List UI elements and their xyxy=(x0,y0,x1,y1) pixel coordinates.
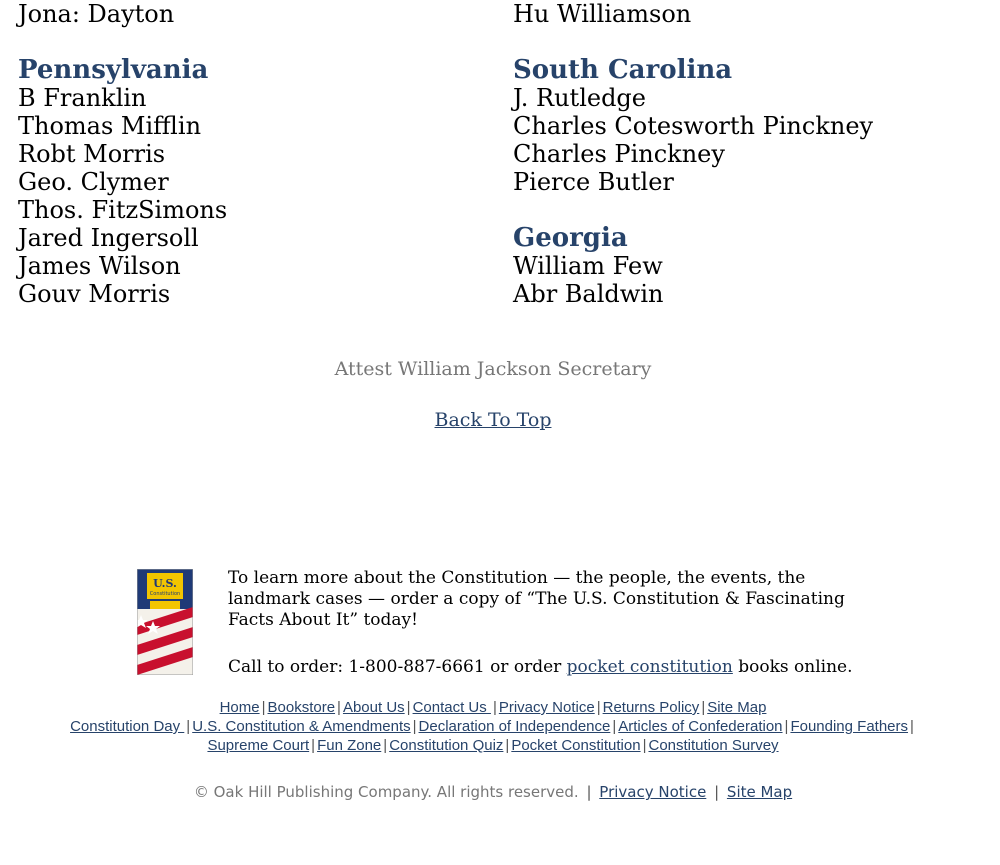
signer-name: B Franklin xyxy=(18,84,147,112)
separator: | xyxy=(612,718,617,735)
order-prefix: Call to order: 1-800-887-6661 or order xyxy=(228,657,567,677)
promo-section xyxy=(137,568,877,678)
footer-link-constitution-day[interactable]: Constitution Day xyxy=(70,718,185,735)
footer-link-privacy-notice[interactable]: Privacy Notice xyxy=(498,699,595,716)
separator: | xyxy=(492,699,497,716)
signer-name: Thos. FitzSimons xyxy=(18,196,228,224)
separator: | xyxy=(596,699,601,716)
separator: | xyxy=(586,783,592,801)
footer-row-2 xyxy=(0,717,986,736)
signer-name: Thomas Mifflin xyxy=(18,112,202,140)
signers-section xyxy=(18,0,998,330)
signer-name: Charles Pinckney xyxy=(513,140,725,168)
state-heading-pennsylvania: Pennsylvania xyxy=(18,55,209,85)
footer-nav xyxy=(0,698,986,755)
svg-text:Constitution: Constitution xyxy=(149,591,181,597)
footer-link-returns-policy[interactable]: Returns Policy xyxy=(602,699,700,716)
attest-line: Attest William Jackson Secretary xyxy=(334,358,652,380)
footer-row-1 xyxy=(0,698,986,717)
signer-name: James Wilson xyxy=(18,252,181,280)
separator: | xyxy=(337,699,341,716)
signers-left-column xyxy=(18,0,488,308)
separator: | xyxy=(406,699,411,716)
footer-link-bookstore[interactable]: Bookstore xyxy=(267,699,336,716)
footer-link-founding-fathers[interactable]: Founding Fathers xyxy=(790,718,909,735)
footer-link-supreme-court[interactable]: Supreme Court xyxy=(207,737,310,754)
state-heading-south-carolina: South Carolina xyxy=(513,55,733,85)
back-to-top xyxy=(0,409,986,431)
signer-name: Geo. Clymer xyxy=(18,168,169,196)
footer-link-site-map[interactable]: Site Map xyxy=(707,699,767,716)
copyright-link-privacy-notice[interactable]: Privacy Notice xyxy=(599,783,707,801)
footer-link-constitution-survey[interactable]: Constitution Survey xyxy=(648,737,779,754)
state-heading-georgia: Georgia xyxy=(513,223,628,253)
separator: | xyxy=(784,718,789,735)
footer-link-home[interactable]: Home xyxy=(219,699,260,716)
footer-link-pocket-constitution[interactable]: Pocket Constitution xyxy=(511,737,641,754)
order-line xyxy=(228,657,868,678)
copyright-line xyxy=(0,783,986,801)
footer-row-3 xyxy=(0,736,986,755)
signer-name: William Few xyxy=(513,252,663,280)
signer-name: Jona: Dayton xyxy=(18,0,175,28)
copyright-text: © Oak Hill Publishing Company. All rights reserved. xyxy=(193,783,579,801)
footer-link-about-us[interactable]: About Us xyxy=(342,699,405,716)
separator: | xyxy=(311,737,316,754)
constitution-book-cover-image[interactable] xyxy=(137,569,193,675)
back-to-top-link[interactable]: Back To Top xyxy=(434,409,552,431)
signer-name: Charles Cotesworth Pinckney xyxy=(513,112,874,140)
separator: | xyxy=(412,718,417,735)
signer-name: Robt Morris xyxy=(18,140,166,168)
signer-name: Gouv Morris xyxy=(18,280,171,308)
separator: | xyxy=(910,718,914,735)
signer-name: Jared Ingersoll xyxy=(18,224,199,252)
footer-link-declaration[interactable]: Declaration of Independence xyxy=(418,718,611,735)
spacer xyxy=(513,28,993,56)
separator: | xyxy=(261,699,266,716)
pocket-constitution-link[interactable]: pocket constitution xyxy=(566,657,733,677)
separator: | xyxy=(186,718,191,735)
promo-text: To learn more about the Constitution — the people, the events, the landmark cases — order a copy of “The U.S. Constitution & Fascinating Facts About It” today! xyxy=(228,568,845,630)
separator: | xyxy=(701,699,706,716)
copyright-link-site-map[interactable]: Site Map xyxy=(726,783,793,801)
separator: | xyxy=(383,737,388,754)
signers-right-column xyxy=(513,0,993,308)
separator: | xyxy=(505,737,510,754)
footer-link-constitution-quiz[interactable]: Constitution Quiz xyxy=(389,737,504,754)
separator: | xyxy=(714,783,720,801)
order-suffix: books online. xyxy=(732,657,853,677)
signer-name: Pierce Butler xyxy=(513,168,674,196)
signer-name: J. Rutledge xyxy=(513,84,646,112)
footer-link-articles[interactable]: Articles of Confederation xyxy=(618,718,783,735)
spacer xyxy=(18,28,488,56)
spacer xyxy=(513,196,993,224)
signer-name: Abr Baldwin xyxy=(513,280,664,308)
footer-link-fun-zone[interactable]: Fun Zone xyxy=(317,737,382,754)
svg-text:U.S.: U.S. xyxy=(153,577,177,590)
footer-link-contact-us[interactable]: Contact Us xyxy=(412,699,491,716)
separator: | xyxy=(642,737,647,754)
signer-name: Hu Williamson xyxy=(513,0,692,28)
footer-link-constitution-amendments[interactable]: U.S. Constitution & Amendments xyxy=(192,718,411,735)
